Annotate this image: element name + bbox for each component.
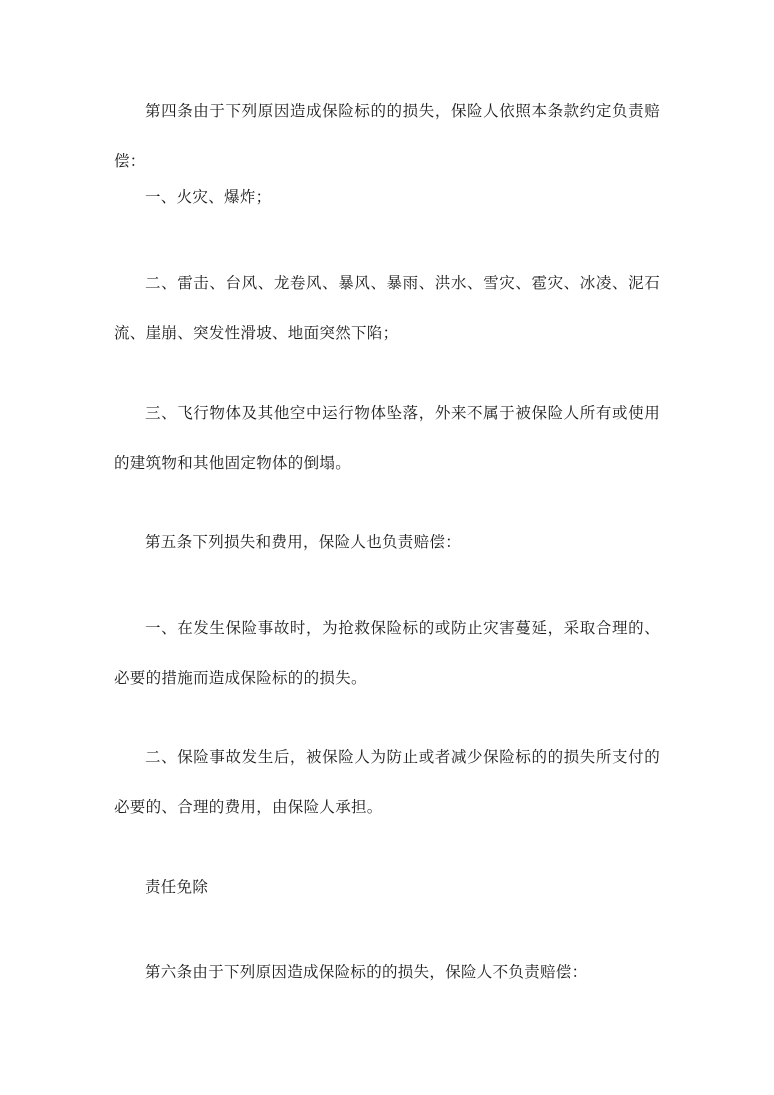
article-4-item-1: 一、火灾、爆炸； (145, 188, 272, 206)
article-4-item-2: 二、雷击、台风、龙卷风、暴风、暴雨、洪水、雪灾、雹灾、冰凌、泥石流、崖崩、突发性滑坡、地面突然下陷； (114, 274, 660, 342)
article-4-item-3: 三、飞行物体及其他空中运行物体坠落，外来不属于被保险人所有或使用的建筑物和其他固定物体的倒塌。 (114, 404, 660, 472)
section-heading-exclusions: 责任免除 (145, 878, 209, 896)
article-5-item-2: 二、保险事故发生后，被保险人为防止或者减少保险标的的损失所支付的必要的、合理的费用，由保险人承担。 (114, 748, 660, 816)
article-5-item-1: 一、在发生保险事故时，为抢救保险标的或防止灾害蔓延，采取合理的、必要的措施而造成保险标的的损失。 (114, 619, 660, 687)
article-6-paragraph: 第六条由于下列原因造成保险标的的损失，保险人不负责赔偿： (145, 963, 588, 981)
article-5-paragraph: 第五条下列损失和费用，保险人也负责赔偿： (145, 533, 462, 551)
article-4-paragraph: 第四条由于下列原因造成保险标的的损失，保险人依照本条款约定负责赔偿： (114, 102, 660, 170)
